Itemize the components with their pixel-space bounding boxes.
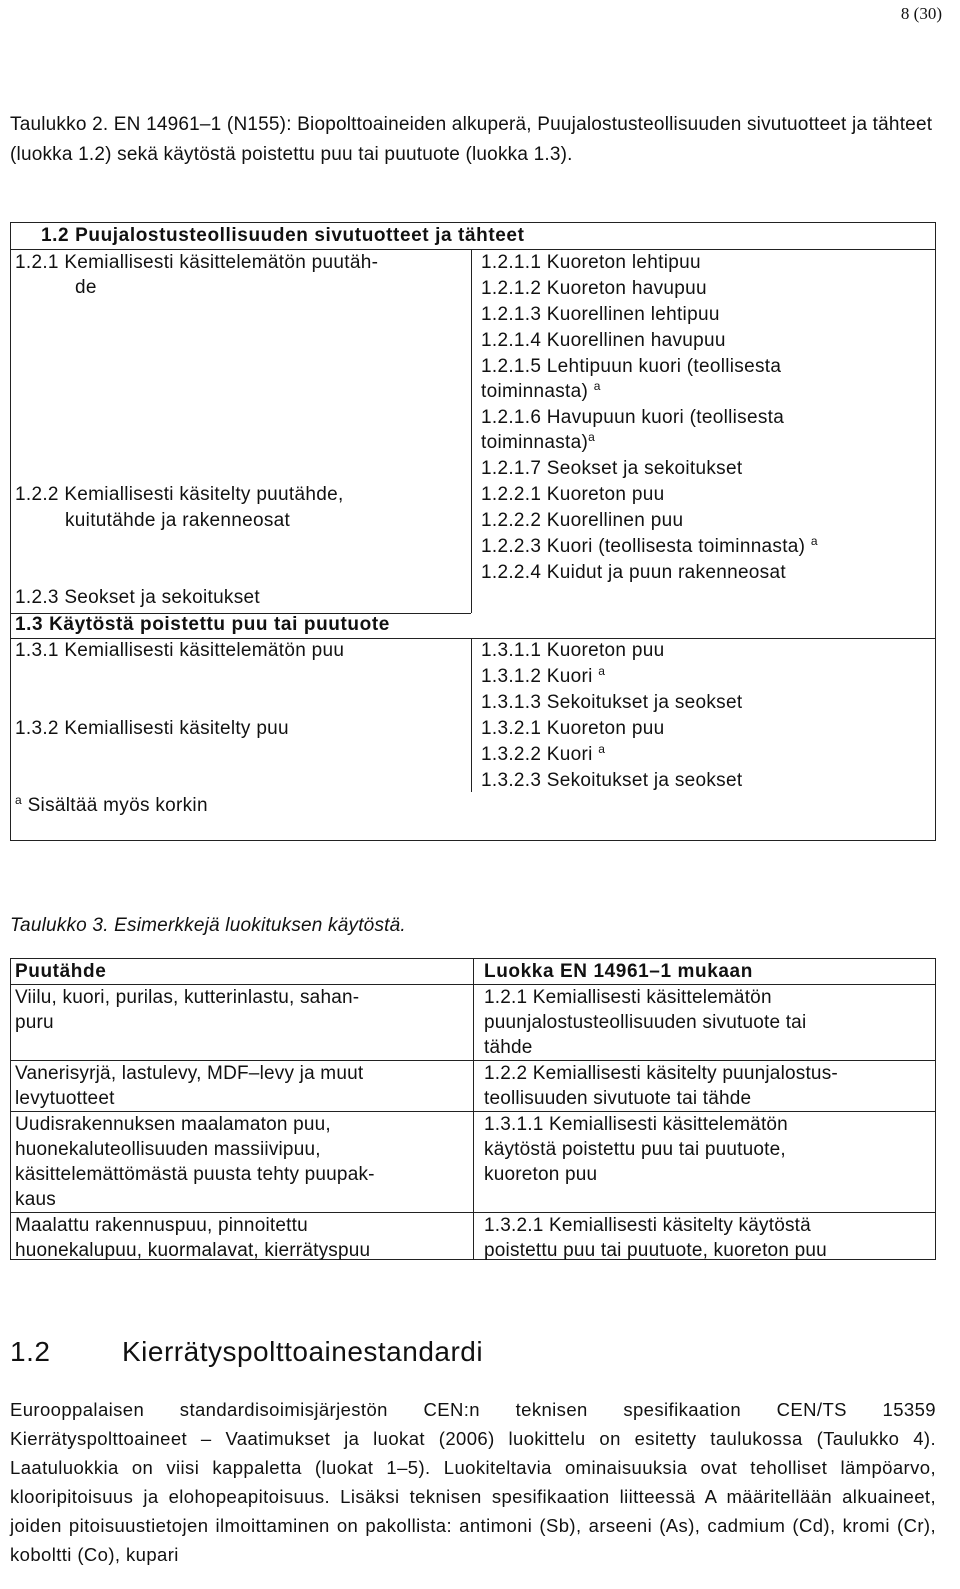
table3-cell-line: kaus (15, 1189, 56, 1210)
item-1-2-1-6-cont-text: toiminnasta) (481, 432, 589, 453)
item-1-2-1-3: 1.2.1.3 Kuorellinen lehtipuu (481, 304, 720, 325)
table2-caption: Taulukko 2. EN 14961–1 (N155): Biopolttoaineiden alkuperä, Puujalostusteollisuuden sivutuotteet ja tähteet (luokka 1.2) sekä käytöstä poistettu puu tai puutuote (luokka 1.3). (10, 114, 933, 165)
section-number: 1.2 (10, 1336, 51, 1367)
footnote-marker: a (598, 742, 606, 756)
table3-row3-right (484, 1112, 788, 1187)
table3-row1-right (484, 985, 806, 1060)
item-1-3-1-1: 1.3.1.1 Kuoreton puu (481, 640, 665, 661)
group-1-2-3-label: 1.2.3 Seokset ja sekoitukset (15, 587, 260, 608)
table3-cell-line: Viilu, kuori, purilas, kutterinlastu, sahan- (15, 987, 360, 1008)
table3-cell-line: Maalattu rakennuspuu, pinnoitettu (15, 1215, 308, 1236)
table3-row4-right (484, 1213, 827, 1263)
item-1-3-2-2 (481, 742, 605, 768)
item-1-2-2-4: 1.2.2.4 Kuidut ja puun rakenneosat (481, 562, 786, 583)
table2-column-divider (471, 638, 472, 792)
table3 (10, 958, 936, 1260)
item-1-2-1-6: 1.2.1.6 Havupuun kuori (teollisesta (481, 407, 785, 428)
table2-footnote (15, 793, 208, 819)
table3-cell-line: 1.2.1 Kemiallisesti käsittelemätön (484, 987, 772, 1008)
table3-row1-left (15, 985, 359, 1035)
footnote-marker: a (810, 534, 818, 548)
item-1-2-2-2: 1.2.2.2 Kuorellinen puu (481, 510, 684, 531)
item-1-2-1-7: 1.2.1.7 Seokset ja sekoitukset (481, 458, 743, 479)
table3-row2-left (15, 1061, 363, 1111)
table3-header-puutahde: Puutähde (15, 961, 107, 982)
table3-cell-line: käsittelemättömästä puusta tehty puupak- (15, 1164, 375, 1185)
table3-cell-line: Uudisrakennuksen maalamaton puu, (15, 1114, 331, 1135)
table2 (10, 222, 936, 841)
section-title: Kierrätyspolttoainestandardi (122, 1336, 484, 1367)
table2-heading-1-3: 1.3 Käytöstä poistettu puu tai puutuote (15, 614, 390, 635)
item-1-2-2-3-text: 1.2.2.3 Kuori (teollisesta toiminnasta) (481, 536, 806, 557)
table3-cell-line: tähde (484, 1037, 533, 1058)
table3-cell-line: 1.3.1.1 Kemiallisesti käsittelemätön (484, 1114, 788, 1135)
group-1-2-2-label: 1.2.2 Kemiallisesti käsitelty puutähde, (15, 484, 344, 505)
footnote-marker: a (15, 793, 22, 807)
section-heading (10, 1336, 483, 1368)
page-number: 8 (30) (900, 4, 942, 23)
table2-heading-1-2: 1.2 Puujalostusteollisuuden sivutuotteet ja tähteet (41, 225, 525, 246)
table3-cell-line: huonekaluteollisuuden massiivipuu, (15, 1139, 321, 1160)
table3-cell-line: levytuotteet (15, 1088, 115, 1109)
group-1-3-1-label: 1.3.1 Kemiallisesti käsittelemätön puu (15, 640, 345, 661)
item-1-2-1-5-cont (481, 379, 601, 405)
table3-cell-line: huonekalupuu, kuormalavat, kierrätyspuu (15, 1240, 371, 1261)
item-1-2-1-6-cont (481, 430, 595, 456)
item-1-2-1-5-cont-text: toiminnasta) (481, 381, 589, 402)
table3-cell-line: puunjalostusteollisuuden sivutuote tai (484, 1012, 807, 1033)
item-1-3-2-3: 1.3.2.3 Sekoitukset ja seokset (481, 770, 743, 791)
footnote-marker: a (598, 664, 606, 678)
group-1-2-2-label-cont: kuitutähde ja rakenneosat (65, 510, 291, 531)
item-1-3-1-2 (481, 664, 605, 690)
item-1-2-2-1: 1.2.2.1 Kuoreton puu (481, 484, 665, 505)
footnote-marker: a (588, 430, 596, 444)
table3-header-luokka: Luokka EN 14961–1 mukaan (484, 961, 753, 982)
item-1-2-1-2: 1.2.1.2 Kuoreton havupuu (481, 278, 707, 299)
table2-column-divider (471, 249, 472, 613)
item-1-3-2-1: 1.3.2.1 Kuoreton puu (481, 718, 665, 739)
footnote-marker: a (593, 379, 601, 393)
table3-row2-right (484, 1061, 838, 1111)
table3-row3-left (15, 1112, 375, 1212)
table3-cell-line: poistettu puu tai puutuote, kuoreton puu (484, 1240, 827, 1261)
table3-cell-line: teollisuuden sivutuote tai tähde (484, 1088, 752, 1109)
table3-cell-line: puru (15, 1012, 54, 1033)
table3-caption: Taulukko 3. Esimerkkejä luokituksen käytöstä. (10, 915, 406, 936)
table3-cell-line: 1.3.2.1 Kemiallisesti käsitelty käytöstä (484, 1215, 811, 1236)
item-1-2-2-3 (481, 534, 818, 560)
item-1-2-1-5: 1.2.1.5 Lehtipuun kuori (teollisesta (481, 356, 782, 377)
item-1-2-1-1: 1.2.1.1 Kuoreton lehtipuu (481, 252, 701, 273)
table3-cell-line: kuoreton puu (484, 1164, 598, 1185)
footnote-text: Sisältää myös korkin (27, 795, 208, 816)
table3-cell-line: käytöstä poistettu puu tai puutuote, (484, 1139, 786, 1160)
table3-row4-left (15, 1213, 370, 1263)
item-1-2-1-4: 1.2.1.4 Kuorellinen havupuu (481, 330, 726, 351)
item-1-3-2-2-text: 1.3.2.2 Kuori (481, 744, 593, 765)
group-1-2-1-label-cont: de (75, 277, 97, 298)
body-paragraph: Eurooppalaisen standardisoimisjärjestön CEN:n teknisen spesifikaation CEN/TS 15359 Kierrätyspolttoaineet – Vaatimukset ja luokat (2006) luokittelu on esitetty taulukossa (Taulukko 4). Laatuluokkia on viisi kappaletta (luokat 1–5). Luokiteltavia ominaisuuksia ovat teholliset lämpöarvo, klooripitoisuus ja elohopeapitoisuus. Lisäksi teknisen spesifikaation liitteessä A määritellään alkuaineet, joiden pitoisuustietojen ilmoittaminen on pakollista: antimoni (Sb), arseeni (As), cadmium (Cd), kromi (Cr), koboltti (Co), kupari (10, 1399, 936, 1565)
table3-column-divider (473, 959, 474, 1259)
item-1-3-1-2-text: 1.3.1.2 Kuori (481, 666, 593, 687)
group-1-2-1-label: 1.2.1 Kemiallisesti käsittelemätön puutäh- (15, 252, 379, 273)
table3-cell-line: 1.2.2 Kemiallisesti käsitelty puunjalostus- (484, 1063, 838, 1084)
table3-cell-line: Vanerisyrjä, lastulevy, MDF–levy ja muut (15, 1063, 364, 1084)
item-1-3-1-3: 1.3.1.3 Sekoitukset ja seokset (481, 692, 743, 713)
group-1-3-2-label: 1.3.2 Kemiallisesti käsitelty puu (15, 718, 289, 739)
